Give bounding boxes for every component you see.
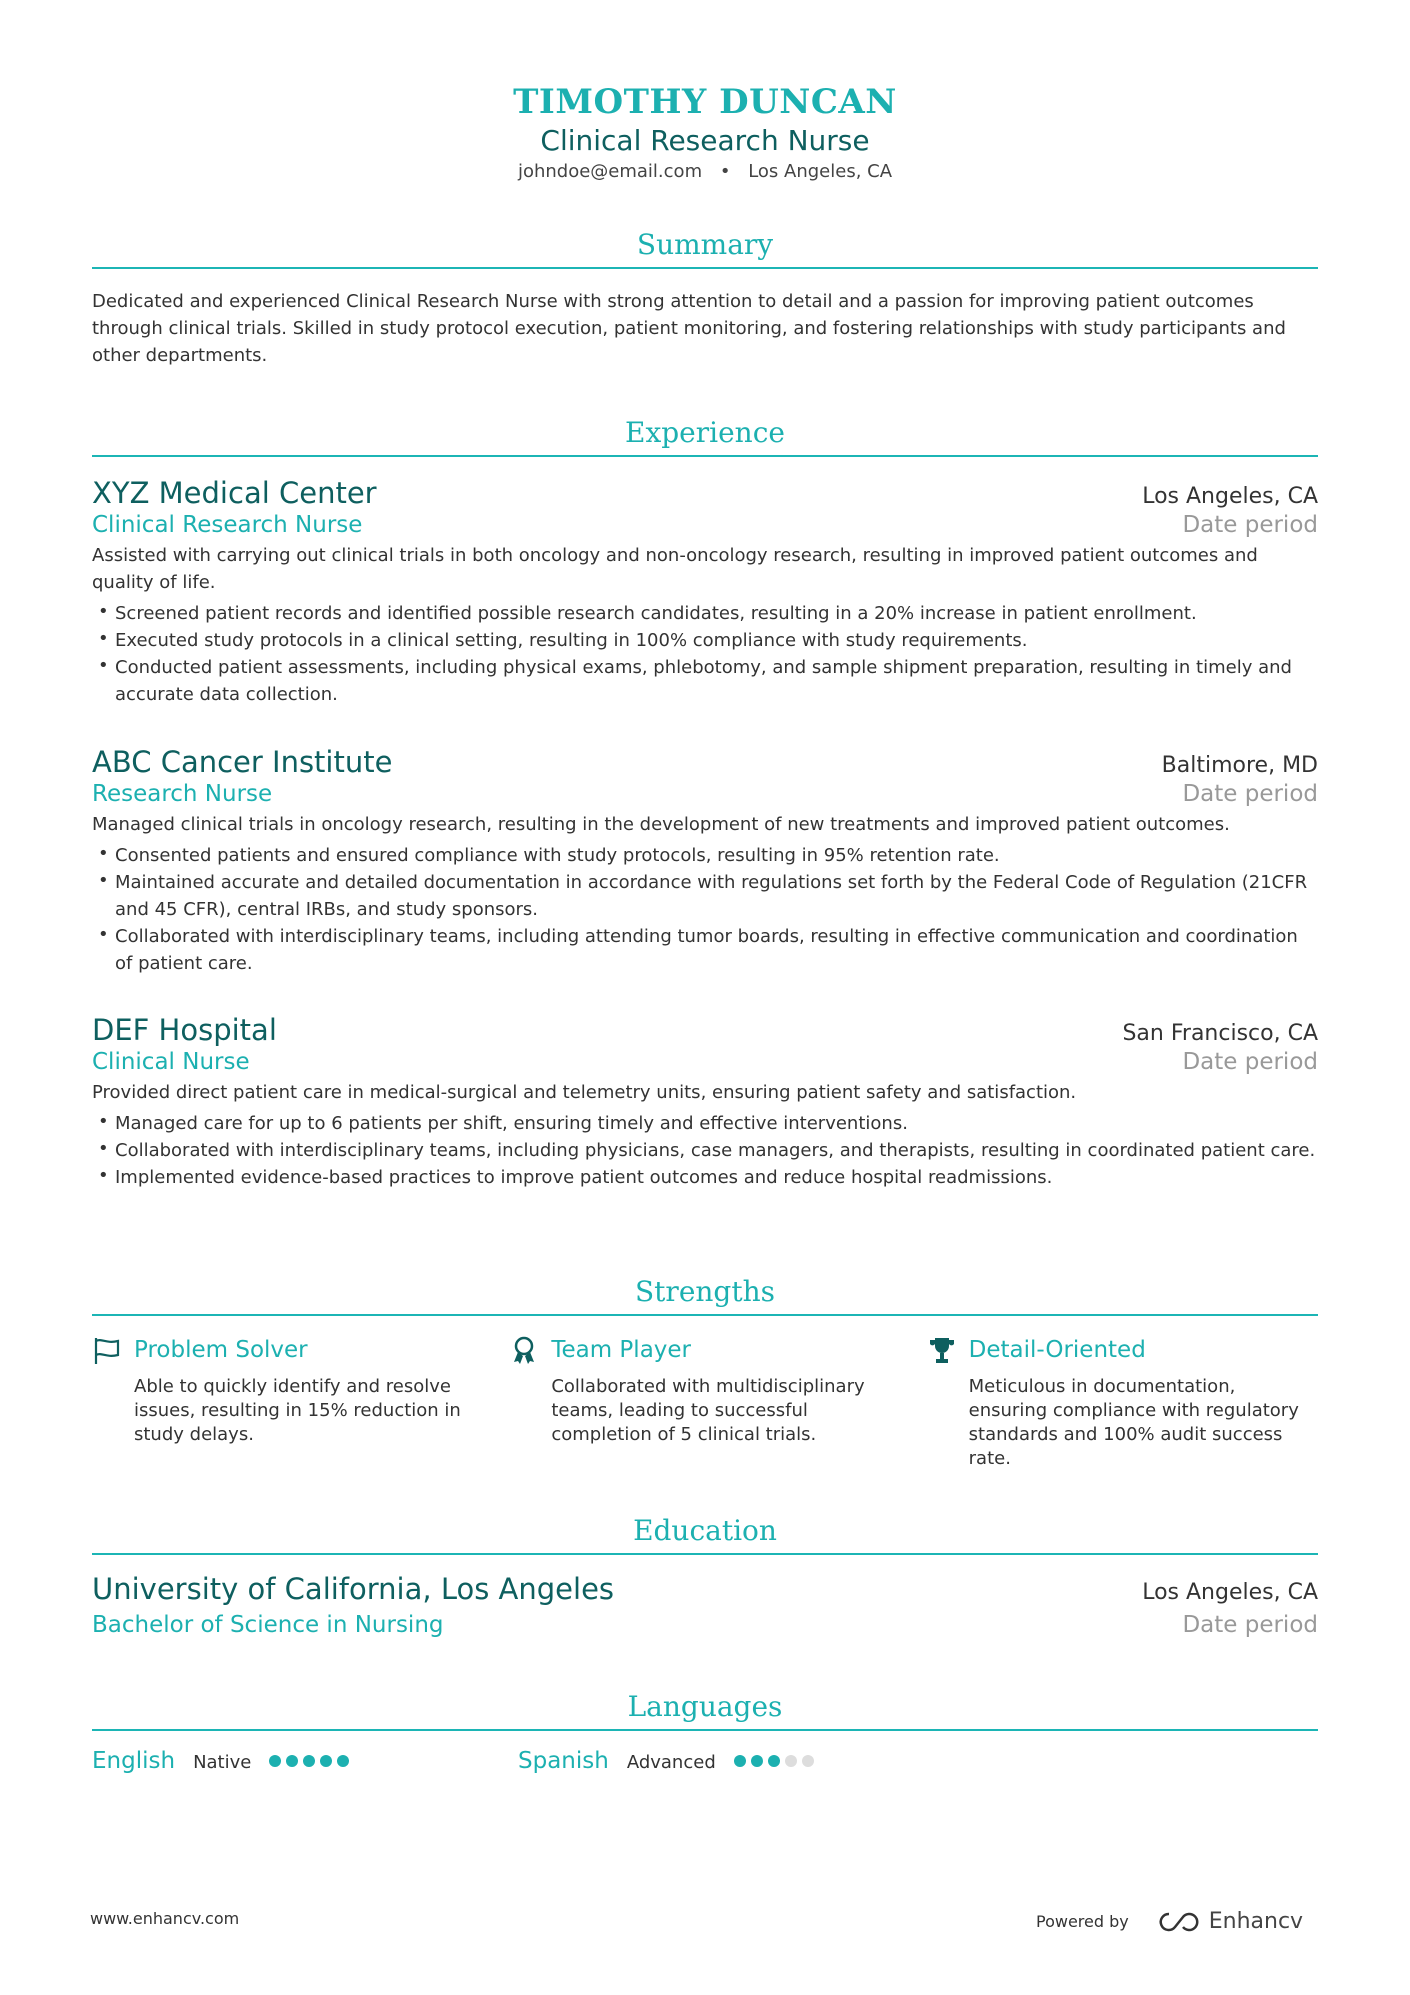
job-description: Assisted with carrying out clinical trials in both oncology and non-oncology research, resulting in improved patient outcomes and quality of life.: [92, 545, 1258, 593]
language-rating: [269, 1755, 349, 1767]
strength-desc: Able to quickly identify and resolve issues, resulting in 15% reduction in study delays.: [134, 1376, 461, 1445]
rating-dot: [320, 1755, 332, 1767]
job-bullet: • Consented patients and ensured compliance with study protocols, resulting in 95% retention rate.: [92, 842, 1318, 869]
experience-heading: Experience: [92, 416, 1318, 457]
award-ribbon-icon: [509, 1335, 539, 1365]
rating-dot: [802, 1755, 814, 1767]
candidate-name: TIMOTHY DUNCAN: [513, 82, 897, 122]
strength-title: Problem Solver: [134, 1337, 308, 1363]
job-description: Managed clinical trials in oncology research, resulting in the development of new treatments and improved patient outcomes.: [92, 814, 1230, 835]
job-role: Research Nurse: [92, 781, 273, 807]
flag-icon: [92, 1335, 122, 1365]
footer-branding: [1036, 1909, 1303, 1934]
brand-name: Enhancv: [1208, 1909, 1304, 1934]
job-bullet: • Screened patient records and identified possible research candidates, resulting in a 20% increase in patient enrollment.: [92, 600, 1318, 627]
language-item: [92, 1748, 518, 1774]
language-item: [518, 1748, 814, 1774]
job-bullet: • Executed study protocols in a clinical setting, resulting in 100% compliance with study requirements.: [92, 627, 1318, 654]
rating-dot: [751, 1755, 763, 1767]
enhancv-logo: [1155, 1909, 1303, 1934]
languages-heading: Languages: [92, 1690, 1318, 1731]
job-subheader: [92, 1049, 1318, 1075]
job-bullet: • Maintained accurate and detailed documentation in accordance with regulations set forth by the Federal Code of Regulation (21CFR and 45 CFR), central IRBs, and study sponsors.: [92, 869, 1318, 923]
education-row: [92, 1572, 1318, 1606]
summary-heading: Summary: [92, 228, 1318, 269]
job-header: [92, 1013, 1318, 1047]
job-header: [92, 745, 1318, 779]
education-row-2: [92, 1612, 1318, 1638]
trophy-icon: [927, 1335, 957, 1365]
enhancv-logo-icon: [1155, 1910, 1201, 1934]
job-location: Baltimore, MD: [1161, 753, 1318, 778]
rating-dot: [337, 1755, 349, 1767]
job-subheader: [92, 512, 1318, 538]
school-location: Los Angeles, CA: [1142, 1580, 1318, 1605]
powered-by: Powered by: [1036, 1912, 1129, 1931]
job-role: Clinical Nurse: [92, 1049, 250, 1075]
strength-desc: Collaborated with multidisciplinary teams, leading to successful completion of 5 clinical trials.: [551, 1376, 865, 1445]
job-bullets: [92, 600, 1318, 708]
strength-title: Detail-Oriented: [968, 1337, 1146, 1363]
location: Los Angeles, CA: [748, 161, 893, 182]
language-name: English: [92, 1748, 176, 1774]
job-role: Clinical Research Nurse: [92, 512, 363, 538]
job-bullet: • Conducted patient assessments, including physical exams, phlebotomy, and sample shipment preparation, resulting in timely and accurate data collection.: [92, 654, 1318, 708]
candidate-title: Clinical Research Nurse: [540, 124, 870, 157]
job-date: Date period: [1182, 1049, 1318, 1075]
job-bullet: • Implemented evidence-based practices to improve patient outcomes and reduce hospital readmissions.: [92, 1164, 1318, 1191]
strengths-list: [92, 1333, 1318, 1471]
job-date: Date period: [1182, 512, 1318, 538]
language-name: Spanish: [518, 1748, 609, 1774]
rating-dot: [286, 1755, 298, 1767]
job-bullets: [92, 842, 1318, 977]
contact-line: [0, 161, 1410, 182]
summary-text: Dedicated and experienced Clinical Research Nurse with strong attention to detail and a passion for improving patient outcomes through clinical trials. Skilled in study protocol execution, patient monitoring, and fostering relationships with study participants and other departments.: [92, 291, 1286, 366]
company-name: XYZ Medical Center: [92, 476, 377, 510]
rating-dot: [768, 1755, 780, 1767]
job-entry: [92, 1013, 1318, 1191]
rating-dot: [303, 1755, 315, 1767]
job-description: Provided direct patient care in medical-surgical and telemetry units, ensuring patient safety and satisfaction.: [92, 1082, 1077, 1103]
degree: Bachelor of Science in Nursing: [92, 1612, 444, 1638]
strength-item: [92, 1333, 483, 1471]
rating-dot: [785, 1755, 797, 1767]
job-bullet: • Collaborated with interdisciplinary teams, including attending tumor boards, resulting in effective communication and coordination of patient care.: [92, 923, 1318, 977]
job-bullets: [92, 1110, 1318, 1191]
job-subheader: [92, 781, 1318, 807]
language-level: Native: [193, 1752, 252, 1773]
company-name: DEF Hospital: [92, 1013, 277, 1047]
job-header: [92, 476, 1318, 510]
strengths-heading: Strengths: [92, 1275, 1318, 1316]
language-rating: [734, 1755, 814, 1767]
job-bullet: • Managed care for up to 6 patients per shift, ensuring timely and effective interventions.: [92, 1110, 1318, 1137]
strength-item: [927, 1333, 1318, 1471]
school-name: University of California, Los Angeles: [92, 1572, 615, 1606]
education-date: Date period: [1182, 1612, 1318, 1638]
job-location: San Francisco, CA: [1122, 1021, 1318, 1046]
email[interactable]: johndoe@email.com: [517, 161, 703, 182]
job-location: Los Angeles, CA: [1142, 484, 1318, 509]
rating-dot: [269, 1755, 281, 1767]
job-entry: [92, 745, 1318, 977]
language-level: Advanced: [626, 1752, 716, 1773]
strength-desc: Meticulous in documentation, ensuring compliance with regulatory standards and 100% audit success rate.: [968, 1376, 1299, 1469]
job-bullet: • Collaborated with interdisciplinary teams, including physicians, case managers, and therapists, resulting in coordinated patient care.: [92, 1137, 1318, 1164]
languages-list: [92, 1748, 1318, 1774]
job-date: Date period: [1182, 781, 1318, 807]
footer-website[interactable]: www.enhancv.com: [90, 1909, 240, 1928]
strength-title: Team Player: [551, 1337, 692, 1363]
strength-item: [509, 1333, 900, 1471]
separator: •: [719, 161, 731, 182]
company-name: ABC Cancer Institute: [92, 745, 393, 779]
job-entry: [92, 476, 1318, 708]
rating-dot: [734, 1755, 746, 1767]
education-heading: Education: [92, 1514, 1318, 1555]
